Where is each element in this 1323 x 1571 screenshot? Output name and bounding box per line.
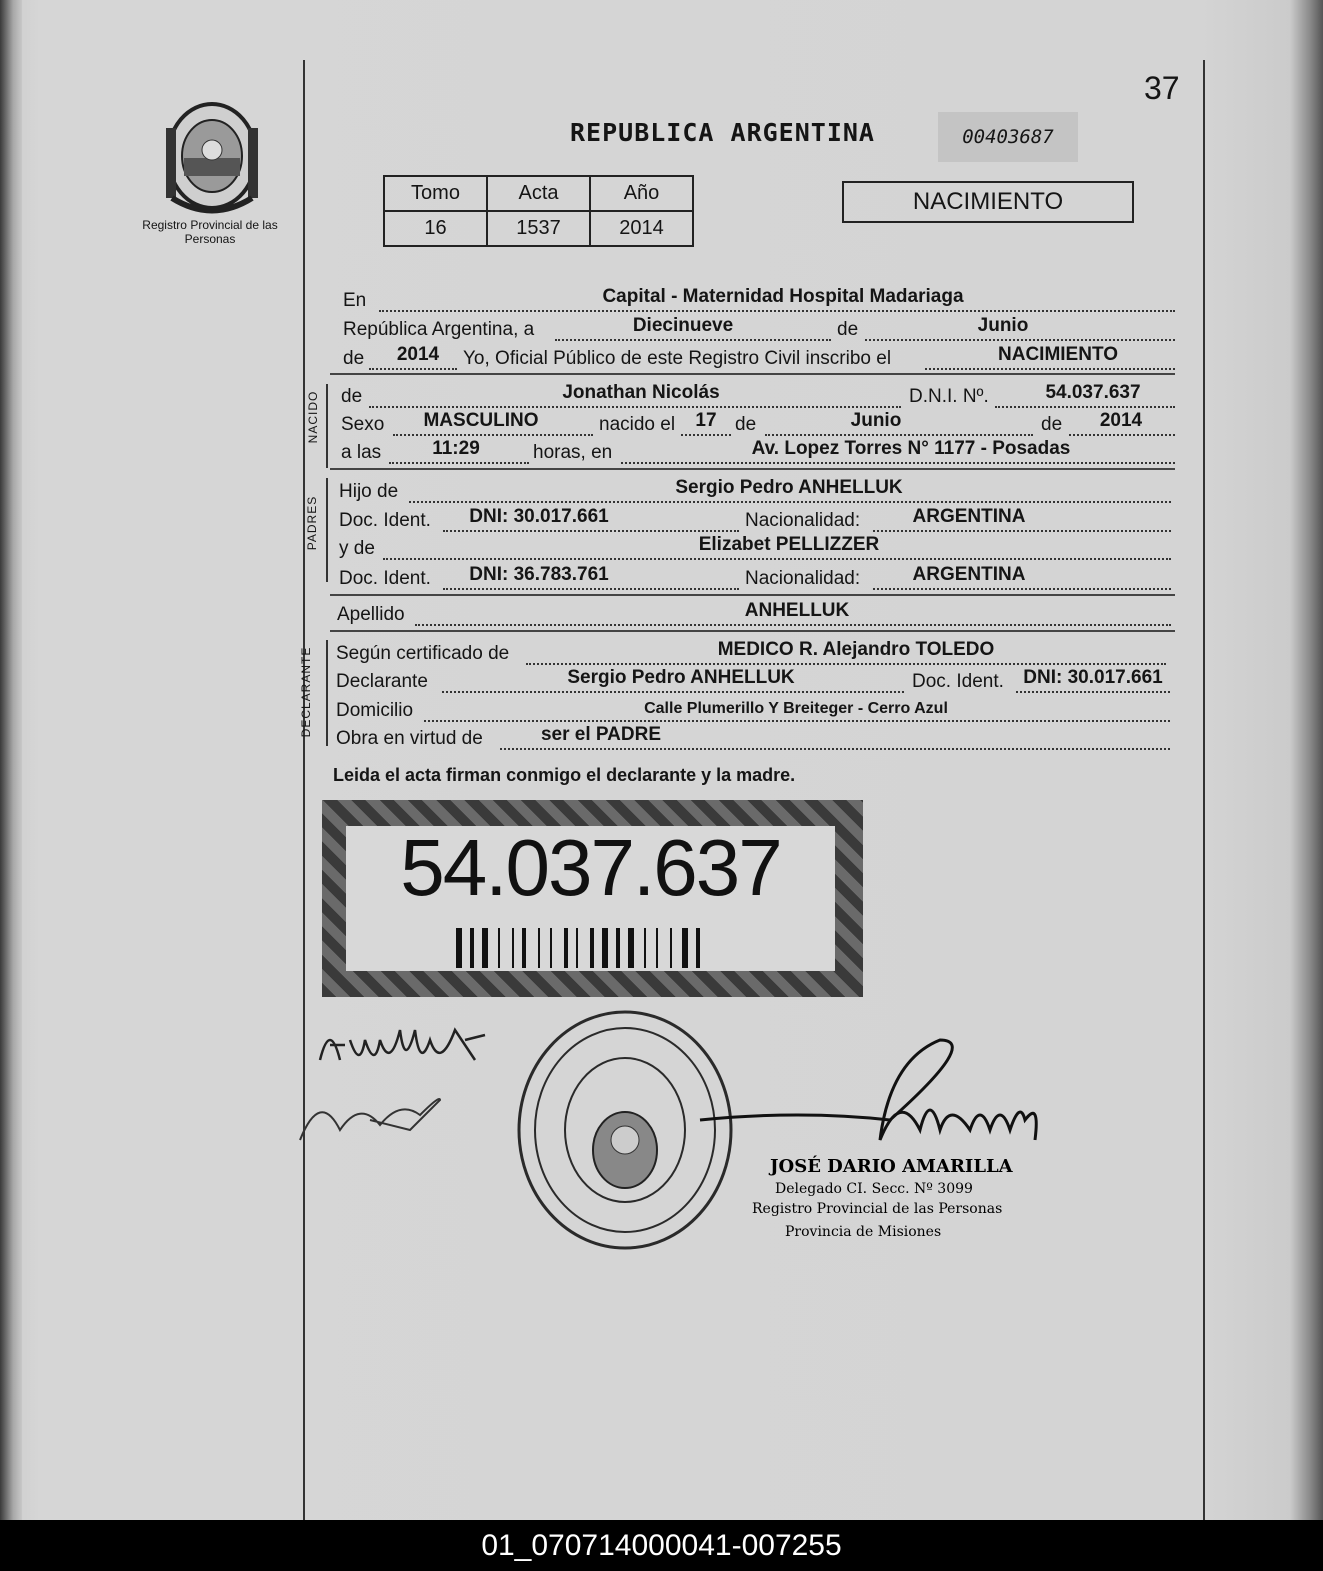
field-value: Elizabet PELLIZZER (698, 534, 880, 555)
field-label: de (341, 386, 363, 407)
right-margin-line (1203, 60, 1205, 1520)
field-value: 54.037.637 (1045, 382, 1141, 403)
table-header: Tomo (384, 176, 487, 211)
field-value: Capital - Maternidad Hospital Madariaga (602, 286, 964, 307)
official-line: Provincia de Misiones (785, 1224, 942, 1240)
form-row-declarante (336, 669, 1170, 695)
field-label: horas, en (533, 442, 613, 463)
field-value: ser el PADRE (540, 724, 662, 745)
form-row-obra (336, 726, 1170, 752)
field-label: y de (339, 538, 375, 559)
register-table (383, 175, 694, 247)
form-row-hora (341, 440, 1175, 466)
table-cell: 16 (384, 211, 487, 246)
form-row-en (343, 288, 1175, 314)
serial-number: 00403687 (938, 112, 1078, 162)
field-label: a las (341, 442, 382, 463)
field-value: MEDICO R. Alejandro TOLEDO (717, 639, 995, 660)
form-row-father-doc (339, 508, 1175, 534)
official-name: JOSÉ DARIO AMARILLA (770, 1156, 1013, 1177)
field-label: Obra en virtud de (336, 728, 483, 749)
field-value: ARGENTINA (912, 506, 1026, 527)
field-value: DNI: 36.783.761 (469, 564, 609, 585)
field-label: D.N.I. Nº. (909, 386, 989, 407)
field-label: Según certificado de (336, 643, 510, 664)
field-label: En (343, 290, 367, 311)
field-value: NACIMIENTO (998, 344, 1118, 365)
footer-id: 01_070714000041-007255 (0, 1520, 1323, 1571)
field-label: Apellido (337, 604, 405, 625)
dni-number: 54.037.637 (400, 823, 781, 912)
field-value: Diecinueve (632, 315, 734, 336)
table-cell: 2014 (590, 211, 693, 246)
form-row-mother-doc (339, 566, 1175, 592)
country-title: REPUBLICA ARGENTINA (570, 118, 875, 147)
form-row-father (339, 479, 1175, 505)
field-value: Calle Plumerillo Y Breiteger - Cerro Azul (644, 700, 948, 717)
field-label: Yo, Oficial Público de este Registro Civil inscribo el (463, 348, 892, 369)
left-margin-line (303, 60, 305, 1520)
field-label: Sexo (341, 414, 385, 435)
field-label: de (735, 414, 757, 435)
form-row-inscribo (343, 346, 1175, 372)
table-cell: 1537 (487, 211, 590, 246)
field-label: Nacionalidad: (745, 568, 861, 589)
field-label: Domicilio (336, 700, 414, 721)
field-value: DNI: 30.017.661 (1023, 667, 1163, 688)
field-label: Doc. Ident. (339, 568, 431, 589)
closing-text: Leida el acta firman conmigo el declarante y la madre. (333, 765, 796, 785)
field-label: de (1041, 414, 1063, 435)
signature-icon (320, 1030, 485, 1060)
signature-icon (300, 1099, 440, 1140)
field-value: 2014 (396, 344, 440, 365)
form-row-apellido (337, 602, 1175, 628)
field-value: Jonathan Nicolás (562, 382, 720, 403)
field-value: Junio (977, 315, 1029, 336)
field-label: República Argentina, a (343, 319, 535, 340)
official-seal-icon (519, 1012, 731, 1248)
field-value: 11:29 (432, 438, 480, 459)
field-value: DNI: 30.017.661 (469, 506, 609, 527)
section-label-declarante: DECLARANTE (299, 646, 313, 738)
act-type-box: NACIMIENTO (842, 181, 1134, 223)
field-value: Av. Lopez Torres N° 1177 - Posadas (751, 438, 1071, 459)
field-label: de (837, 319, 859, 340)
field-label: Doc. Ident. (339, 510, 431, 531)
field-value: ANHELLUK (744, 600, 850, 621)
form-row-date (343, 317, 1175, 343)
province-logo (160, 98, 264, 216)
field-label: Nacionalidad: (745, 510, 861, 531)
form-row-certificado (336, 641, 1170, 667)
registry-label: Registro Provincial de las Personas (142, 218, 278, 246)
signature-icon (700, 1040, 1036, 1140)
page-number: 37 (1144, 70, 1180, 106)
field-value: ARGENTINA (912, 564, 1026, 585)
form-row-name (341, 384, 1175, 410)
table-header: Año (590, 176, 693, 211)
field-label: de (343, 348, 365, 369)
field-value: MASCULINO (423, 410, 539, 431)
barcode-icon (456, 928, 786, 968)
table-header: Acta (487, 176, 590, 211)
field-label: Declarante (336, 671, 428, 692)
section-label-nacido: NACIDO (306, 390, 320, 444)
field-value: Junio (850, 410, 902, 431)
signature-area (280, 1000, 1080, 1300)
binding-edge (0, 0, 22, 1520)
field-label: nacido el (599, 414, 676, 435)
field-value: Sergio Pedro ANHELLUK (675, 477, 903, 498)
field-value: Sergio Pedro ANHELLUK (567, 667, 795, 688)
dni-sticker (322, 800, 863, 997)
official-line: Registro Provincial de las Personas (752, 1201, 1003, 1217)
form-row-mother (339, 536, 1175, 562)
official-line: Delegado CI. Secc. Nº 3099 (775, 1181, 973, 1197)
form-row-domicilio (336, 698, 1170, 724)
field-label: Hijo de (339, 481, 399, 502)
field-label: Doc. Ident. (912, 671, 1004, 692)
field-value: 17 (695, 410, 717, 431)
form-row-sexo (341, 412, 1175, 438)
field-value: 2014 (1099, 410, 1143, 431)
section-label-padres: PADRES (305, 495, 319, 551)
